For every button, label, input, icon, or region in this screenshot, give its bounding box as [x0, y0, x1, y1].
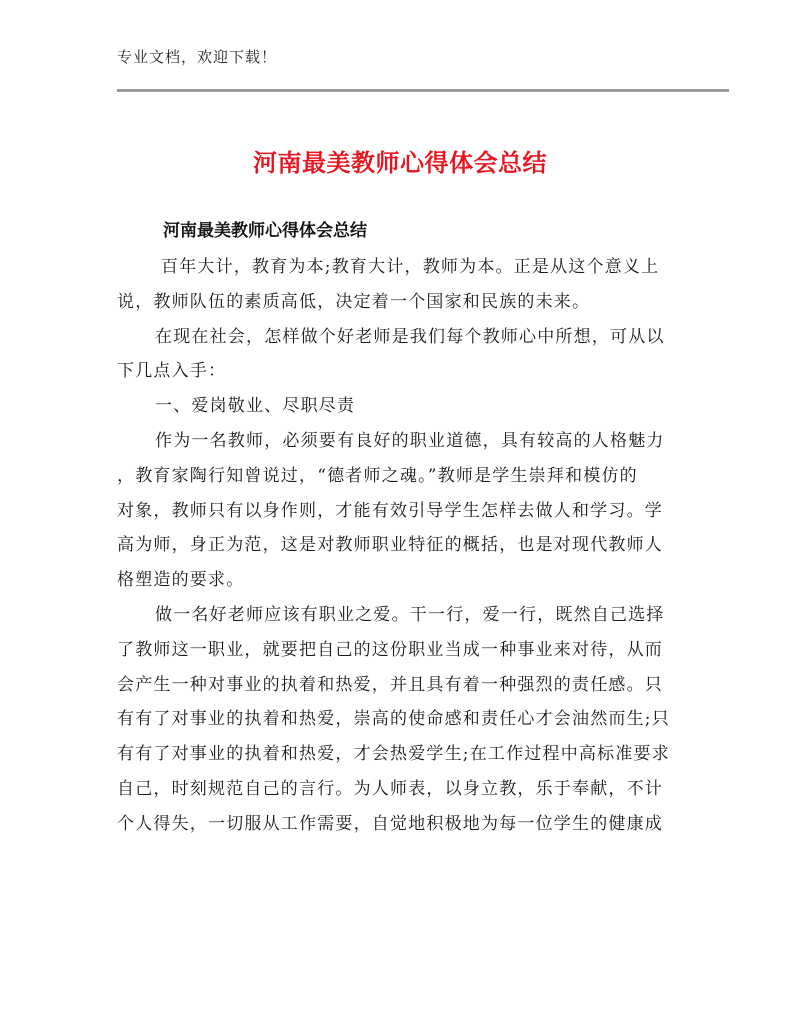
section-heading-1 [117, 389, 683, 424]
paragraph-line: 对象，教师只有以身作则，才能有效引导学生怎样去做人和学习。学 [117, 500, 663, 521]
paragraph-line: 个人得失，一切服从工作需要，自觉地积极地为每一位学生的健康成 [117, 813, 663, 834]
document-title: 河南最美教师心得体会总结 [253, 149, 547, 177]
paragraph-line: 高为师，身正为范，这是对教师职业特征的概括，也是对现代教师人 [117, 535, 663, 556]
paragraph-line: 在现在社会，怎样做个好老师是我们每个教师心中所想，可从以 [155, 326, 665, 347]
paragraph-line: 说，教师队伍的素质高低，决定着一个国家和民族的未来。 [117, 291, 591, 312]
document-body [117, 216, 683, 842]
paragraph-2 [117, 320, 683, 390]
paragraph-line: 了教师这一职业，就要把自己的这份职业当成一种事业来对待，从而 [117, 639, 663, 660]
paragraph-line: 会产生一种对事业的执着和热爱，并且具有着一种强烈的责任感。只 [117, 674, 663, 695]
paragraph-3 [117, 424, 683, 598]
paragraph-line: 一、爱岗敬业、尽职尽责 [155, 396, 356, 417]
paragraph-line: 有有了对事业的执着和热爱，崇高的使命感和责任心才会油然而生;只 [117, 709, 670, 730]
paragraph-line: 自己，时刻规范自己的言行。为人师表，以身立教，乐于奉献，不计 [117, 778, 663, 799]
paragraph-line: 格塑造的要求。 [117, 570, 245, 591]
paragraph-4 [117, 598, 683, 842]
paragraph-1 [117, 250, 683, 320]
header-note: 专业文档，欢迎下载！ [117, 48, 278, 66]
document-subtitle: 河南最美教师心得体会总结 [163, 221, 367, 241]
paragraph-line: 百年大计，教育为本;教育大计，教师为本。正是从这个意义上 [161, 257, 660, 277]
paragraph-line: 作为一名教师，必须要有良好的职业道德，具有较高的人格魅力 [155, 430, 665, 451]
paragraph-line: 有有了对事业的执着和热爱，才会热爱学生;在工作过程中高标准要求 [117, 744, 670, 765]
paragraph-line: ，教育家陶行知曾说过，“德者师之魂。”教师是学生崇拜和模仿的 [117, 465, 638, 486]
paragraph-line: 下几点入手： [117, 361, 227, 382]
paragraph-line: 做一名好老师应该有职业之爱。干一行，爱一行，既然自己选择 [155, 604, 665, 625]
header-divider [117, 89, 729, 92]
